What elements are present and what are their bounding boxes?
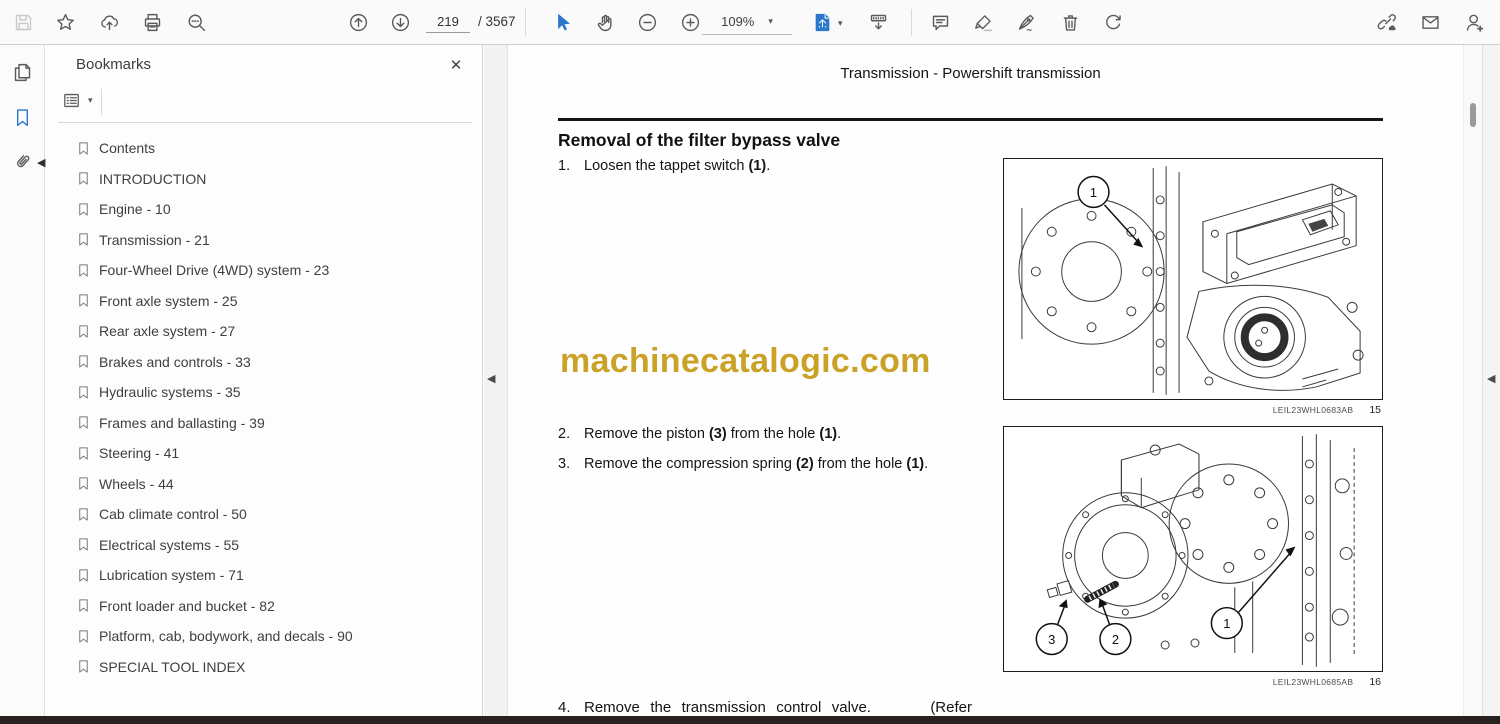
highlight-button[interactable]	[965, 4, 1001, 40]
bookmark-item[interactable]	[46, 194, 483, 225]
collapse-left-icon: ◀	[1487, 373, 1496, 385]
expand-right-panel-button[interactable]	[1487, 372, 1495, 385]
hand-icon	[595, 12, 616, 33]
highlighter-icon	[973, 12, 994, 33]
hand-tool-button[interactable]	[587, 4, 623, 40]
bookmark-label: Frames and ballasting - 39	[99, 414, 265, 431]
watermark-text: machinecatalogic.com	[560, 342, 931, 380]
options-list-icon	[62, 91, 81, 110]
bookmark-label: Lubrication system - 71	[99, 567, 244, 584]
step-ref: (2)	[795, 456, 814, 472]
step-text: Remove the compression spring	[584, 456, 796, 472]
chevron-down-icon: ▾	[88, 95, 93, 105]
options-separator	[101, 89, 102, 115]
collapse-left-icon: ◀	[487, 373, 496, 385]
select-cursor-icon	[552, 12, 573, 33]
bookmark-icon	[76, 568, 91, 583]
bookmark-label: Wheels - 44	[99, 475, 174, 492]
bookmark-item[interactable]	[46, 530, 483, 561]
email-button[interactable]	[1412, 4, 1448, 40]
plus-circle-icon	[680, 12, 701, 33]
bookmark-icon	[76, 202, 91, 217]
select-tool-button[interactable]	[544, 4, 580, 40]
pages-icon	[12, 62, 33, 83]
step-text: .	[924, 456, 929, 472]
bookmark-label: Four-Wheel Drive (4WD) system - 23	[99, 262, 330, 279]
step-text: Remove the transmission control valve.	[584, 699, 871, 716]
printer-icon	[142, 12, 163, 33]
star-icon	[55, 12, 76, 33]
figure-1-diagram	[1004, 159, 1382, 399]
bookmark-item[interactable]	[46, 225, 483, 256]
bookmark-label: Electrical systems - 55	[99, 536, 240, 553]
bookmark-label: Platform, cab, bodywork, and decals - 90	[99, 628, 353, 645]
bookmark-item[interactable]	[46, 469, 483, 500]
step-number: 1.	[558, 158, 571, 174]
bookmark-icon	[76, 141, 91, 156]
bookmark-label: Hydraulic systems - 35	[99, 384, 241, 401]
bookmark-label: Rear axle system - 27	[99, 323, 236, 340]
bookmark-icon	[76, 446, 91, 461]
comment-bubble-icon	[930, 12, 951, 33]
figure-number: 16	[1369, 676, 1381, 688]
bookmark-item[interactable]	[46, 164, 483, 195]
step-number: 4.	[558, 699, 571, 716]
bookmark-label: Steering - 41	[99, 445, 180, 462]
bookmark-list	[46, 133, 483, 682]
step-4	[558, 699, 972, 716]
bookmark-item[interactable]	[46, 133, 483, 164]
step-ref: (1)	[819, 426, 838, 442]
bookmark-icon	[76, 537, 91, 552]
bookmark-icon	[76, 629, 91, 644]
step-number: 2.	[558, 426, 571, 442]
pdf-page	[507, 45, 1463, 716]
bookmark-icon	[76, 598, 91, 613]
bookmark-item[interactable]	[46, 347, 483, 378]
save-button[interactable]	[5, 4, 41, 40]
step-text: Remove the piston	[584, 426, 709, 442]
toolbar-separator	[525, 9, 526, 36]
rotate-icon	[1103, 12, 1124, 33]
bookmarks-panel	[46, 45, 483, 716]
step-2	[558, 426, 841, 442]
bookmark-options-button[interactable]	[62, 91, 93, 110]
bookmark-icon	[76, 171, 91, 186]
bookmark-icon	[76, 324, 91, 339]
bookmark-label: INTRODUCTION	[99, 170, 207, 187]
bookmark-item[interactable]	[46, 621, 483, 652]
collapse-panel-button[interactable]	[487, 372, 495, 385]
fit-page-button[interactable]	[804, 4, 840, 40]
figure-1-caption	[1003, 404, 1383, 416]
envelope-icon	[1420, 12, 1441, 33]
search-button[interactable]	[178, 4, 214, 40]
vertical-scrollbar[interactable]	[1463, 45, 1482, 716]
bookmark-item[interactable]	[46, 560, 483, 591]
figure-2-caption	[1003, 676, 1383, 688]
step-text: .	[837, 426, 842, 442]
fill-sign-button[interactable]	[1008, 4, 1044, 40]
zoom-out-button[interactable]	[629, 4, 665, 40]
bookmark-item[interactable]	[46, 377, 483, 408]
trash-icon	[1060, 12, 1081, 33]
step-text: from the hole	[813, 456, 907, 472]
section-title: Removal of the filter bypass valve	[558, 130, 841, 150]
scroll-mode-icon	[868, 12, 889, 33]
attachments-button[interactable]	[7, 146, 38, 177]
bookmark-icon	[76, 293, 91, 308]
panel-divider	[58, 122, 472, 123]
fit-page-icon	[812, 12, 833, 33]
taskbar-edge	[0, 716, 1500, 724]
figure-2	[1003, 426, 1383, 672]
save-icon	[13, 12, 34, 33]
bookmark-label: SPECIAL TOOL INDEX	[99, 658, 246, 675]
bookmark-icon	[76, 385, 91, 400]
next-page-button[interactable]	[382, 4, 418, 40]
left-rail	[0, 45, 45, 716]
bookmark-icon	[76, 507, 91, 522]
print-button[interactable]	[134, 4, 170, 40]
bookmarks-panel-button[interactable]	[7, 102, 38, 133]
toolbar-separator	[911, 9, 912, 36]
close-icon: ✕	[449, 57, 463, 74]
callout-label: 2	[1111, 631, 1120, 647]
bookmark-icon	[76, 354, 91, 369]
search-icon	[186, 12, 207, 33]
scrollbar-thumb[interactable]	[1470, 103, 1476, 127]
bookmark-label: Transmission - 21	[99, 231, 210, 248]
bookmark-item[interactable]	[46, 286, 483, 317]
step-text: Loosen the tappet switch	[584, 158, 749, 174]
bookmark-item[interactable]	[46, 499, 483, 530]
right-panel-strip	[1482, 45, 1500, 716]
favorite-button[interactable]	[47, 4, 83, 40]
fountain-pen-icon	[1016, 12, 1037, 33]
bookmark-icon	[12, 107, 33, 128]
comment-button[interactable]	[922, 4, 958, 40]
toolbar	[0, 0, 1500, 45]
step-number: 3.	[558, 456, 571, 472]
step-3	[558, 456, 928, 472]
page-down-icon	[390, 12, 411, 33]
figure-number: 15	[1369, 404, 1381, 416]
running-header: Transmission - Powershift transmission	[840, 65, 1101, 82]
panel-title: Bookmarks	[76, 56, 152, 73]
share-button[interactable]	[91, 4, 127, 40]
bookmark-icon	[76, 476, 91, 491]
scroll-mode-button[interactable]	[860, 4, 896, 40]
delete-button[interactable]	[1052, 4, 1088, 40]
bookmark-item[interactable]	[46, 652, 483, 683]
link-icon	[1377, 12, 1398, 33]
rotate-button[interactable]	[1095, 4, 1131, 40]
bookmark-icon	[76, 659, 91, 674]
callout-label: 3	[1048, 631, 1056, 647]
add-user-button[interactable]	[1456, 4, 1492, 40]
step-ref: (1)	[748, 158, 767, 174]
bookmark-label: Engine - 10	[99, 201, 171, 218]
step-text: (Refer	[930, 699, 972, 716]
zoom-level-dropdown[interactable]	[702, 8, 792, 35]
previous-page-button[interactable]	[340, 4, 376, 40]
callout-label: 1	[1223, 616, 1231, 632]
step-ref: (1)	[906, 456, 925, 472]
zoom-level-value: 109%	[721, 13, 755, 29]
figure-code: LEIL23WHL0683AB	[1272, 405, 1354, 415]
bookmark-label: Contents	[99, 140, 156, 157]
bookmark-item[interactable]	[46, 591, 483, 622]
step-1	[558, 158, 770, 174]
bookmark-label: Front axle system - 25	[99, 292, 238, 309]
panel-gutter	[484, 45, 507, 716]
header-rule	[558, 118, 1383, 121]
share-link-button[interactable]	[1369, 4, 1405, 40]
bookmark-icon	[76, 415, 91, 430]
minus-circle-icon	[637, 12, 658, 33]
page-thumbnails-button[interactable]	[7, 57, 38, 88]
fit-page-caret-icon[interactable]: ▾	[838, 18, 843, 28]
step-ref: (3)	[708, 426, 727, 442]
bookmark-item[interactable]	[46, 316, 483, 347]
active-panel-indicator-icon: ◀	[37, 157, 46, 169]
bookmark-item[interactable]	[46, 438, 483, 469]
page-number-input[interactable]	[426, 11, 470, 33]
step-text: from the hole	[726, 426, 820, 442]
person-add-icon	[1464, 12, 1485, 33]
figure-code: LEIL23WHL0685AB	[1272, 677, 1354, 687]
bookmark-item[interactable]	[46, 255, 483, 286]
figure-1	[1003, 158, 1383, 400]
bookmark-label: Front loader and bucket - 82	[99, 597, 275, 614]
page-total-label: / 3567	[478, 14, 516, 29]
cloud-upload-icon	[99, 12, 120, 33]
bookmark-icon	[76, 232, 91, 247]
paperclip-icon	[12, 151, 33, 172]
callout-label: 1	[1089, 184, 1098, 200]
bookmark-label: Brakes and controls - 33	[99, 353, 251, 370]
step-text: .	[766, 158, 771, 174]
page-up-icon	[348, 12, 369, 33]
figure-2-diagram	[1004, 427, 1382, 671]
chevron-down-icon: ▾	[768, 15, 773, 26]
panel-close-button[interactable]	[444, 53, 468, 77]
bookmark-icon	[76, 263, 91, 278]
bookmark-item[interactable]	[46, 408, 483, 439]
bookmark-label: Cab climate control - 50	[99, 506, 247, 523]
